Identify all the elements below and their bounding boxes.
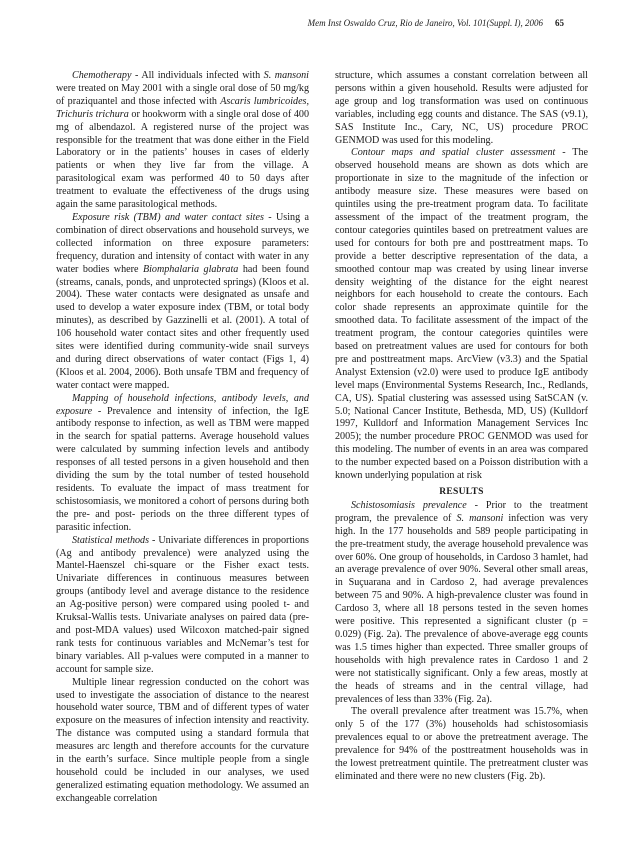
species-name: Ascaris lumbricoides, Trichuris trichura <box>56 95 309 120</box>
paragraph-text: The overall prevalence after treatment was 15.7%, when only 5 of the 177 (3%) households had schistosomiasis prevalences equal to or above the pretreatment average. The prevalence for 94% of the posttreatment households was in the lowest pretreatment quintile. The pretreatment cluster was eliminated and there were no new clusters (Fig. 2b). <box>335 706 588 782</box>
paragraph-text: structure, which assumes a constant correlation between all persons within a given household. Results were adjusted for age group and log transformation was used on continuous variables, including egg counts and distance. The SAS (v9.1), SAS Institute Inc., Cary, NC, US) procedure PROC GENMOD was used for this modeling. <box>335 70 588 146</box>
paragraph-contour-maps <box>335 147 588 483</box>
species-name: S. mansoni <box>456 512 504 524</box>
section-heading: Statistical methods <box>72 534 150 546</box>
paragraph-structure-continued <box>335 70 588 147</box>
paragraph-text: were treated on May 2001 with a single oral dose of 50 mg/kg of praziquantel and those infected with <box>56 82 309 107</box>
paragraph-schistosomiasis-prevalence <box>335 500 588 707</box>
section-heading: Exposure risk (TBM) and water contact sites <box>72 211 264 223</box>
paragraph-chemotherapy <box>56 70 309 212</box>
page-number: 65 <box>555 18 564 28</box>
paragraph-statistical-methods <box>56 535 309 677</box>
section-heading: Chemotherapy <box>72 70 132 81</box>
paragraph-text: - Prevalence and intensity of infection, the IgE antibody response to infection, as well as TBM were mapped in the search for spatial patterns. Average household values were calculated by summing infection levels and antibody responses of all tested persons in a given household and then dividing the sum by the total number of tested household residents. To evaluate the impact of mass treatment for schistosomiasis, we monitored a cohort of persons during both the pre- and post- periods on the three different types of parasitic infection. <box>56 405 309 533</box>
section-heading: Mapping of household infections, antibody levels, and exposure <box>56 392 309 417</box>
running-header <box>308 18 564 28</box>
journal-citation: Mem Inst Oswaldo Cruz, Rio de Janeiro, Vol. <box>307 18 473 28</box>
paragraph-exposure-risk <box>56 212 309 393</box>
section-heading: Schistosomiasis prevalence <box>351 499 467 511</box>
right-column <box>335 70 588 784</box>
paragraph-mapping <box>56 393 309 535</box>
paragraph-text: - The observed household means are shown as dots which are proportionate in size to the magnitude of the infection or antibody measure size. These measures were based on quintiles using the pre-treatment program data. To facilitate assessment of the impact of the treatment program, the contour categories quintiles based on pretreatment values are used for contours for both pre and posttreatment maps. To provide a better descriptive representation of the data, a smoothed contour map was created by using linear inverse density weighting of the distance for the eight nearest neighbors for each household to create the contours. Each color shade represents an approximate quintile for the smoothed data. To facilitate assessment of the impact of the treatment program, the contour categories quintiles were based on pretreatment values are used for contours for both pre and posttreatment maps. ArcView (v3.3) and the Spatial Analyst Extension (v2.0) were used to produce IgE antibody level maps (Environmental Systems Research, Inc., Redlands, CA, US). Spatial clustering was assessed using SatSCAN (v. 5.0; National Cancer Institute, Bethesda, MD, US) (Kulldorf 1997, Kulldorf and Information Management Services Inc 2005); the number procedure PROC GENMOD was used for this modeling. The number of events in an area was compared to the number expected based on a Poisson distribution with a known underlying population at risk <box>335 147 588 482</box>
species-name: Biomphalaria glabrata <box>142 263 239 275</box>
journal-issue: (Suppl. I), 2006 <box>486 18 543 28</box>
paragraph-posttreatment-prevalence <box>335 706 588 783</box>
paragraph-text: - Using a combination of direct observations and household surveys, we collected information on three exposure parameters: frequency, duration and intensity of contact with water in any water bodies where <box>56 211 309 275</box>
paragraph-text: - Univariate differences in proportions (Ag and antibody prevalence) were analyzed using the Mantel-Haenszel chi-square or the Fisher exact tests. Univariate differences in continuous measures between groups (antibody level and average distance to the residence an Ag-positive person) were compared using pooled t- and Kruksal-Wallis tests. Univariate analyses on paired data (pre- and post-MDA values) used Wilcoxon matched-pair signed rank tests for continuous variables and McNemar’s test for binary variables. All p-values were computed in a manner to account for sample size. <box>56 534 309 675</box>
journal-volume: 101 <box>473 18 487 28</box>
section-heading: Contour maps and spatial cluster assessment <box>351 147 556 159</box>
species-name: S. mansoni <box>263 70 309 81</box>
paragraph-text: or hookworm with a single oral dose of 400 mg of albendazol. A registered nurse of the project was responsible for the treatment that was done either in the Field Laboratory or in the patients’ houses in cases of elderly patients or when they live far from the village. A parasitological exam was performed 40 to 50 days after treatment to evaluate the effectiveness of the drugs using again the same parasitological methods. <box>56 108 309 211</box>
paragraph-regression <box>56 677 309 806</box>
left-column <box>56 70 309 806</box>
results-heading: RESULTS <box>439 487 484 497</box>
paragraph-text: - Prior to the treatment program, the prevalence of <box>335 499 588 524</box>
paragraph-text: had been found (streams, canals, ponds, and unprotected springs) (Kloos et al. 2004). These water contacts were designated as unsafe and used to develop a water exposure index (TBM, or total body minutes), as described by Gazzinelli et al. (2001). A total of 106 household water contact sites and other frequently used sites were identified during community-wide snail surveys and during direct observations of water contact (Figs 1, 4) (Kloos et al. 2004, 2006). Both unsafe TBM and frequency of water contact were mapped. <box>56 263 310 391</box>
paragraph-text: - All individuals infected with <box>131 70 264 81</box>
paragraph-text: infection was very high. In the 177 households and 589 people participating in the pre-treatment study, the average household prevalence was over 60%. One group of households, in Cardoso 3 hamlet, had an average prevalence of over 90%. Several other small areas, in Suçuarana and in Cardoso 2, had average prevalences between 75 and 90%. A high-prevalence cluster was found in Cardoso 3, where all 18 persons tested in the seven homes were positive. This represented a significant cluster (p = 0.029) (Fig. 2a). The prevalence of above-average egg counts was 1.5 times higher than expected. Three smaller groups of households with high prevalence rates in Cardoso 1 and 2 were not statistically significant. Only a few areas, mostly at the heads of streams and in the central village, had prevalences of less than 33% (Fig. 2a). <box>335 512 588 705</box>
paragraph-text: Multiple linear regression conducted on the cohort was used to investigate the association of distance to the nearest household water source, TBM and of different types of water exposure on the measures of infection intensity and reactivity. The distance was computed using a standard formula that measures arc length and therefore accounts for the curvature in the earth’s surface. Since multiple people from a single household could be included in our analyses, we used generalized estimating equation methodology. We assumed an exchangeable correlation <box>56 676 309 804</box>
